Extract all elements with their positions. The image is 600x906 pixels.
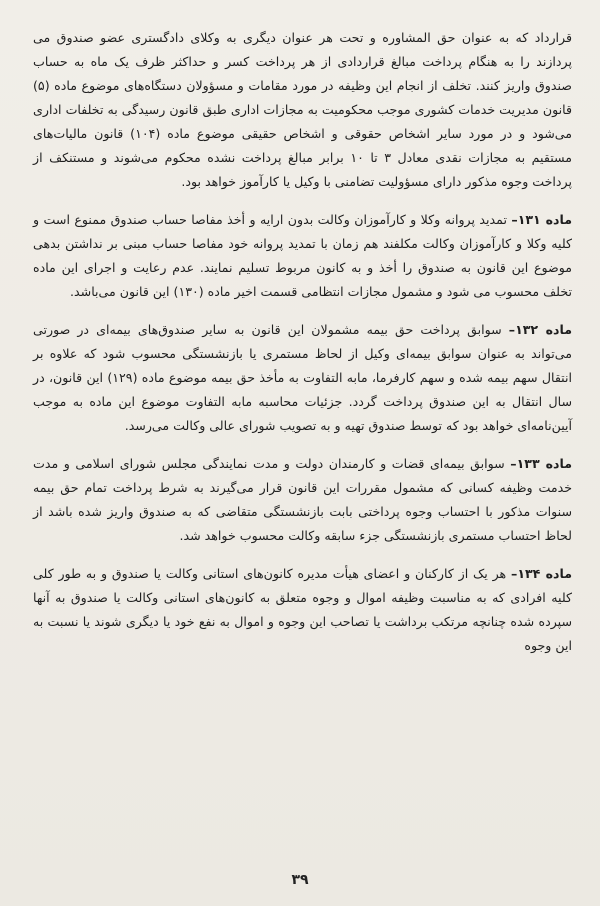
article-134 bbox=[33, 562, 572, 658]
page-number: ۳۹ bbox=[291, 872, 309, 888]
article-text: سوابق پرداخت حق بیمه مشمولان این قانون به سایر صندوق‌های بیمه‌ای در صورتی می‌تواند به عنوان سوابق بیمه‌ای وکیل از لحاظ مستمری یا بازنشستگی محسوب شود که علاوه بر انتقال سهم بیمه شده و سهم کارفرما، مابه التفاوت به مأخذ حق بیمه موضوع ماده (۱۲۹) این قانون، در سال انتقال به این صندوق پرداخت گردد. جزئیات محاسبه مابه التفاوت موضوع این ماده به موجب آیین‌نامه‌ای خواهد بود که توسط صندوق تهیه و به تصویب شورای عالی وکالت می‌رسد. bbox=[33, 322, 572, 433]
page-body bbox=[33, 26, 572, 672]
article-text: سوابق بیمه‌ای قضات و کارمندان دولت و مدت نمایندگی مجلس شورای اسلامی و مدت خدمت وظیفه کسانی که مشمول مقررات این قانون قرار می‌گیرند به شرط پرداخت تمام حق بیمه سنوات مذکور با احتساب وجوه پرداختی بابت بازنشستگی متقاضی که به صندوق واریز شده باشد از لحاظ احتساب مستمری بازنشستگی جزء سابقه وکالت محسوب خواهد شد. bbox=[33, 456, 572, 543]
paragraph-continuation bbox=[33, 26, 572, 194]
article-text: تمدید پروانه وکلا و کارآموزان وکالت بدون ارایه و أخذ مفاصا حساب صندوق ممنوع است و کلیه وکلا و کارآموزان وکالت مکلفند هم زمان با تمدید پروانه خود مفاصا حساب مبنی بر نداشتن بدهی موضوع این قانون به صندوق را أخذ و به کانون مربوط تسلیم نمایند. عدم رعایت و اجرای این ماده تخلف محسوب می شود و مشمول مجازات انتظامی قسمت اخیر ماده (۱۳۰) این قانون می‌باشد. bbox=[33, 212, 572, 299]
article-133 bbox=[33, 452, 572, 548]
article-131 bbox=[33, 208, 572, 304]
article-title: ماده ۱۳۱– bbox=[511, 212, 572, 227]
article-title: ماده ۱۳۲– bbox=[508, 322, 572, 337]
paragraph-text: قرارداد که به عنوان حق المشاوره و تحت هر عنوان دیگری به وکلای دادگستری عضو صندوق می پردازند را به هنگام پرداخت مبالغ قراردادی از هر پرداخت کسر و حداکثر ظرف یک ماه به حساب صندوق واریز کنند. تخلف از انجام این وظیفه در مورد مقامات و مسؤولان دستگاه‌های موضوع ماده (۵) قانون مدیریت خدمات کشوری موجب محکومیت به مجازات اداری طبق قانون رسیدگی به تخلفات اداری می‌شود و در مورد سایر اشخاص حقوقی و اشخاص حقیقی موضوع ماده (۱۰۴) قانون مالیات‌های مستقیم به مجازات نقدی معادل ۳ تا ۱۰ برابر مبالغ پرداخت نشده محکوم می‌شوند و مستنکف از پرداخت وجوه مذکور دارای مسؤولیت تضامنی با وکیل یا کارآموز خواهد بود. bbox=[33, 30, 572, 189]
article-title: ماده ۱۳۳– bbox=[510, 456, 572, 471]
article-title: ماده ۱۳۴– bbox=[511, 566, 572, 581]
article-text: هر یک از کارکنان و اعضای هیأت مدیره کانون‌های استانی وکالت یا صندوق و به طور کلی کلیه افرادی که به مناسبت وظیفه اموال و وجوه متعلق به کانون‌های استانی وکالت یا صندوق به آنها سپرده شده چنانچه مرتکب برداشت یا تصاحب این وجوه و اموال به نفع خود یا دیگری شوند یا نسبت به این وجوه bbox=[33, 566, 572, 653]
article-132 bbox=[33, 318, 572, 438]
